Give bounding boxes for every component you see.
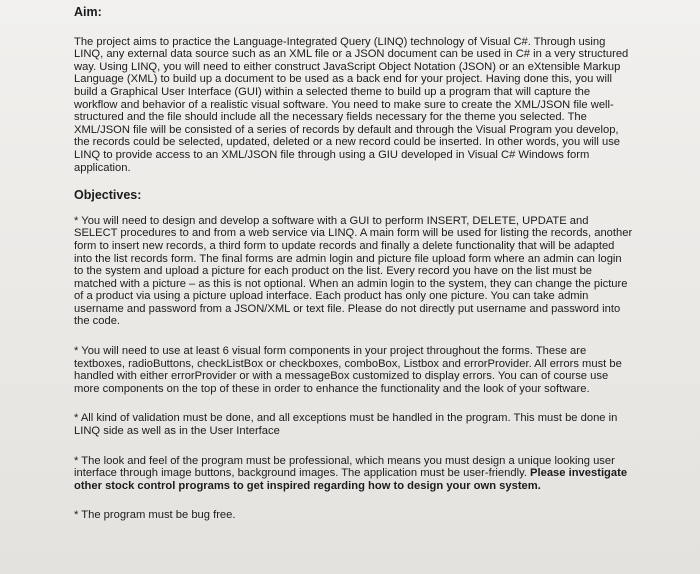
assignment-document: [74, 6, 634, 522]
aim-heading: Aim:: [74, 5, 102, 19]
aim-paragraph: The project aims to practice the Language-Integrated Query (LINQ) technology of Visual C#. Through using LINQ, any external data source such as an XML file or a JSON document can be used in C# in a very structured way. Using LINQ, you will need to either construct JavaScript Object Notation (JSON) or an eXtensible Markup Language (XML) to build up a document to be used as a back end for your project. Having done this, you will build a Graphical User Interface (GUI) within a selected theme to build up a program that will capture the workflow and behavior of a realistic visual software. You need to make sure to create the XML/JSON file well-structured and the file should include all the necessary fields necessary for the theme you selected. The XML/JSON file will be consisted of a series of records by default and through the Visual Program you develop, the records could be selected, updated, deleted or a new record could be inserted. In other words, you will use LINQ to provide access to an XML/JSON file through using a GIU developed in Visual C# Windows form application.: [74, 35, 629, 174]
objective-bullet-3: * All kind of validation must be done, and all exceptions must be handled in the program. This must be done in LINQ side as well as in the User Interface: [74, 412, 618, 438]
objective-bullet-4-text: * The look and feel of the program must be professional, which means you must design a unique looking user interface through image buttons, background images. The application must be user-friendly.: [74, 454, 615, 480]
objective-bullet-2: * You will need to use at least 6 visual form components in your project throughout the forms. These are textboxes, radioButtons, checkListBox or checkboxes, comboBox, Listbox and errorProvider. All errors must be handled with either errorProvider or with a messageBox customized to display errors. You can of course use more components on the top of these in order to enhance the functionality and the look of your software.: [74, 345, 622, 395]
objective-bullet-5: * The program must be bug free.: [74, 509, 236, 522]
objectives-heading: Objectives:: [74, 188, 142, 203]
objective-bullet-1: * You will need to design and develop a software with a GUI to perform INSERT, DELETE, UPDATE and SELECT procedures to and from a web service via LINQ. A main form will be used for listing the records, another form to insert new records, a third form to update records and finally a delete functionality that will be adapted into the list records form. The final forms are admin login and picture file upload form where an admin can login to the system and upload a picture for each product on the list. Every record you have on the list must be matched with a picture – as this is not optional. When an admin login to the system, they can change the picture of a product via using a picture upload interface. Each product has only one picture. You can take admin username and password from a JSON/XML or text file. Please do not directly put username and password into the code.: [74, 214, 633, 328]
objective-bullet-4-emphasis: Please investigate other stock control programs to get inspired regarding how to design your own system.: [74, 467, 628, 492]
objective-bullet-4: [74, 455, 634, 493]
